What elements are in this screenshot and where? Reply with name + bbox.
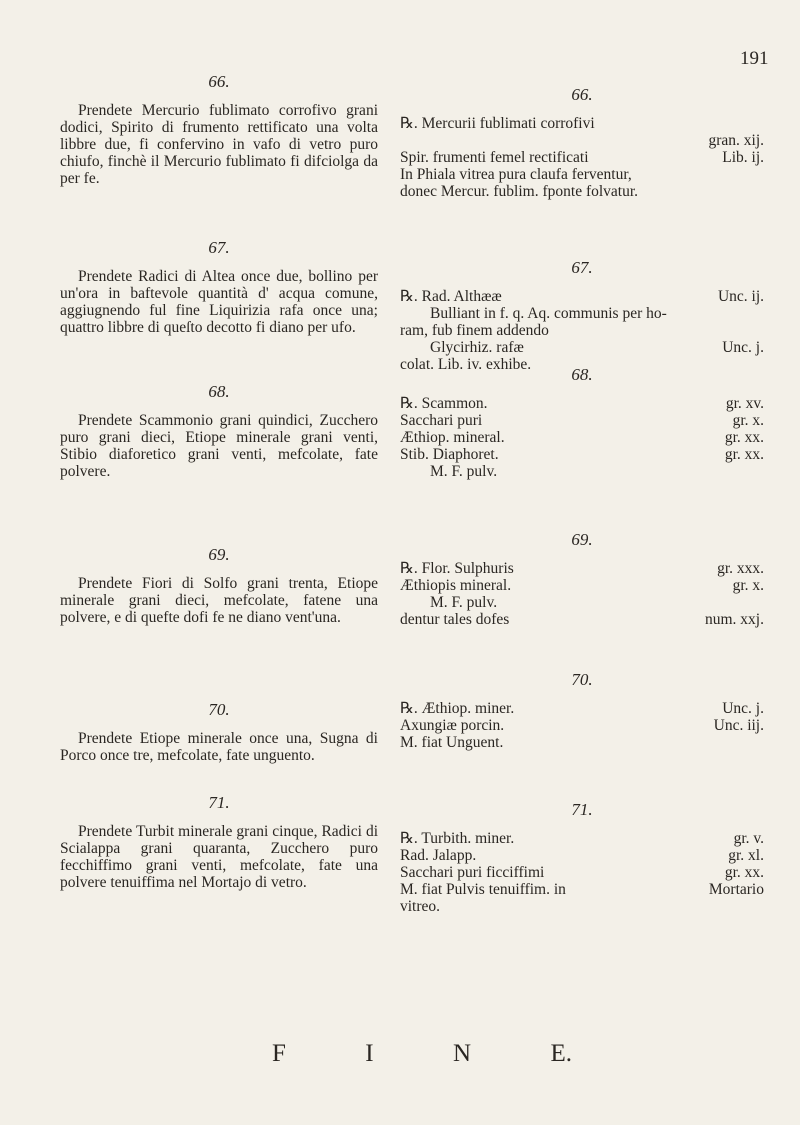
recipe-number: 66. xyxy=(208,72,230,91)
prescription-line xyxy=(400,734,764,751)
dose-text: gr. xxx. xyxy=(717,560,764,577)
recipe-number: 70. xyxy=(208,700,230,719)
dose-text: Unc. iij. xyxy=(713,717,764,734)
recipe-text: Prendete Mercurio fublimato corrofivo grani dodici, Spirito di frumento rettificato una volta libbre due, fi confervino in vafo di vetro puro chiufo, finchè il Mercurio fublimato fi difciolga da per fe. xyxy=(60,102,378,187)
dose-text: Lib. ij. xyxy=(722,149,764,166)
ingredient-text: Spir. frumenti femel rectificati xyxy=(400,149,589,166)
italian-recipe xyxy=(60,238,378,336)
dose-text: gr. xx. xyxy=(724,864,764,881)
prescription-line xyxy=(400,183,764,200)
ingredient-text: Glycirhiz. rafæ xyxy=(430,339,524,356)
ingredient-text: Stib. Diaphoret. xyxy=(400,446,499,463)
prescription-line xyxy=(400,881,764,898)
recipe-number: 69. xyxy=(571,530,593,549)
dose-text: gr. xv. xyxy=(725,395,764,412)
recipe-text: Prendete Etiope minerale once una, Sugna di Porco once tre, mefcolate, fate unguento. xyxy=(60,730,378,764)
prescription-line xyxy=(400,429,764,446)
latin-recipe xyxy=(400,365,764,480)
prescription-line xyxy=(400,463,764,480)
recipe-text: Prendete Scammonio grani quindici, Zucchero puro grani dieci, Etiope minerale grani venti, Stibio diaforetico grani venti, mefcolate, fate polvere. xyxy=(60,412,378,480)
prescription-line xyxy=(400,339,764,356)
recipe-number: 66. xyxy=(571,85,593,104)
ingredient-text: vitreo. xyxy=(400,898,441,915)
prescription-line xyxy=(400,166,764,183)
recipe-number: 67. xyxy=(571,258,593,277)
ingredient-text: ℞. Mercurii fublimati corrofivi xyxy=(400,115,595,132)
prescription-line xyxy=(400,446,764,463)
prescription-line xyxy=(400,288,764,305)
ingredient-text: Æthiop. mineral. xyxy=(400,429,505,446)
ingredient-text: M. fiat Unguent. xyxy=(400,734,504,751)
recipe-number: 68. xyxy=(208,382,230,401)
prescription-line xyxy=(400,132,764,149)
prescription-line xyxy=(400,305,764,322)
dose-text: gran. xij. xyxy=(708,132,764,149)
recipe-number: 67. xyxy=(208,238,230,257)
ingredient-text: Bulliant in f. q. Aq. communis per ho- xyxy=(430,305,667,322)
ingredient-text: Sacchari puri ficciffimi xyxy=(400,864,545,881)
recipe-text: Prendete Fiori di Solfo grani trenta, Etiope minerale grani dieci, mefcolate, fatene una polvere, e di quefte dofi fe ne diano vent'una. xyxy=(60,575,378,626)
recipe-number: 68. xyxy=(571,365,593,384)
ingredient-text: donec Mercur. fublim. fponte folvatur. xyxy=(400,183,639,200)
prescription-line xyxy=(400,830,764,847)
ingredient-text: Sacchari puri xyxy=(400,412,483,429)
ingredient-text: dentur tales dofes xyxy=(400,611,510,628)
prescription-line xyxy=(400,700,764,717)
fine-heading xyxy=(272,1040,572,1068)
dose-text: Mortario xyxy=(708,881,764,898)
italian-recipe xyxy=(60,382,378,480)
dose-text: Unc. j. xyxy=(722,700,764,717)
ingredient-text: ℞. Flor. Sulphuris xyxy=(400,560,514,577)
ingredient-text: M. fiat Pulvis tenuiffim. in xyxy=(400,881,566,898)
prescription-line xyxy=(400,611,764,628)
dose-text: gr. xx. xyxy=(724,429,764,446)
prescription-line xyxy=(400,898,764,915)
ingredient-text: ram, fub finem addendo xyxy=(400,322,549,339)
dose-text: Unc. j. xyxy=(722,339,764,356)
prescription-line xyxy=(400,594,764,611)
ingredient-text: Axungiæ porcin. xyxy=(400,717,505,734)
prescription-line xyxy=(400,395,764,412)
prescription-line xyxy=(400,115,764,132)
ingredient-text: ℞. Scammon. xyxy=(400,395,488,412)
fine-letter: E. xyxy=(550,1040,572,1067)
ingredient-text: M. F. pulv. xyxy=(430,594,498,611)
dose-text: gr. v. xyxy=(733,830,764,847)
dose-text: gr. xl. xyxy=(728,847,764,864)
fine-letter: F xyxy=(272,1040,286,1067)
recipe-number: 69. xyxy=(208,545,230,564)
fine-letter: I xyxy=(365,1040,374,1067)
dose-text: gr. x. xyxy=(732,412,764,429)
recipe-number: 70. xyxy=(571,670,593,689)
italian-recipe xyxy=(60,700,378,764)
recipe-text: Prendete Radici di Altea once due, bollino per un'ora in baftevole quantità d' acqua comune, aggiugnendo ful fine Liquirizia rafa once una; quattro libbre di queſto decotto fi diano per ufo. xyxy=(60,268,378,336)
latin-recipe xyxy=(400,258,764,373)
recipe-number: 71. xyxy=(208,793,230,812)
dose-text: gr. xx. xyxy=(724,446,764,463)
ingredient-text: In Phiala vitrea pura claufa ferventur, xyxy=(400,166,632,183)
dose-text: num. xxj. xyxy=(705,611,764,628)
latin-recipe xyxy=(400,670,764,751)
prescription-line xyxy=(400,864,764,881)
latin-recipe xyxy=(400,800,764,915)
prescription-line xyxy=(400,717,764,734)
italian-recipe xyxy=(60,793,378,891)
latin-recipe xyxy=(400,85,764,200)
prescription-line xyxy=(400,560,764,577)
ingredient-text: colat. Lib. iv. exhibe. xyxy=(400,356,532,373)
prescription-line xyxy=(400,412,764,429)
ingredient-text: Rad. Jalapp. xyxy=(400,847,477,864)
italian-recipe xyxy=(60,72,378,187)
ingredient-text: ℞. Æthiop. miner. xyxy=(400,700,515,717)
ingredient-text: M. F. pulv. xyxy=(430,463,498,480)
prescription-line xyxy=(400,149,764,166)
recipe-number: 71. xyxy=(571,800,593,819)
prescription-line xyxy=(400,577,764,594)
latin-recipe xyxy=(400,530,764,628)
italian-recipe xyxy=(60,545,378,626)
recipe-text: Prendete Turbit minerale grani cinque, Radici di Scialappa grani quaranta, Zucchero puro fecchiffimo grani venti, mefcolate, fate una polvere tenuiffima nel Mortajo di vetro. xyxy=(60,823,378,891)
ingredient-text: Æthiopis mineral. xyxy=(400,577,512,594)
prescription-line xyxy=(400,322,764,339)
dose-text: gr. x. xyxy=(732,577,764,594)
prescription-line xyxy=(400,847,764,864)
ingredient-text: ℞. Rad. Althææ xyxy=(400,288,502,305)
page-number: 191 xyxy=(740,48,769,69)
dose-text: Unc. ij. xyxy=(717,288,764,305)
fine-letter: N xyxy=(453,1040,472,1067)
ingredient-text: ℞. Turbith. miner. xyxy=(400,830,515,847)
